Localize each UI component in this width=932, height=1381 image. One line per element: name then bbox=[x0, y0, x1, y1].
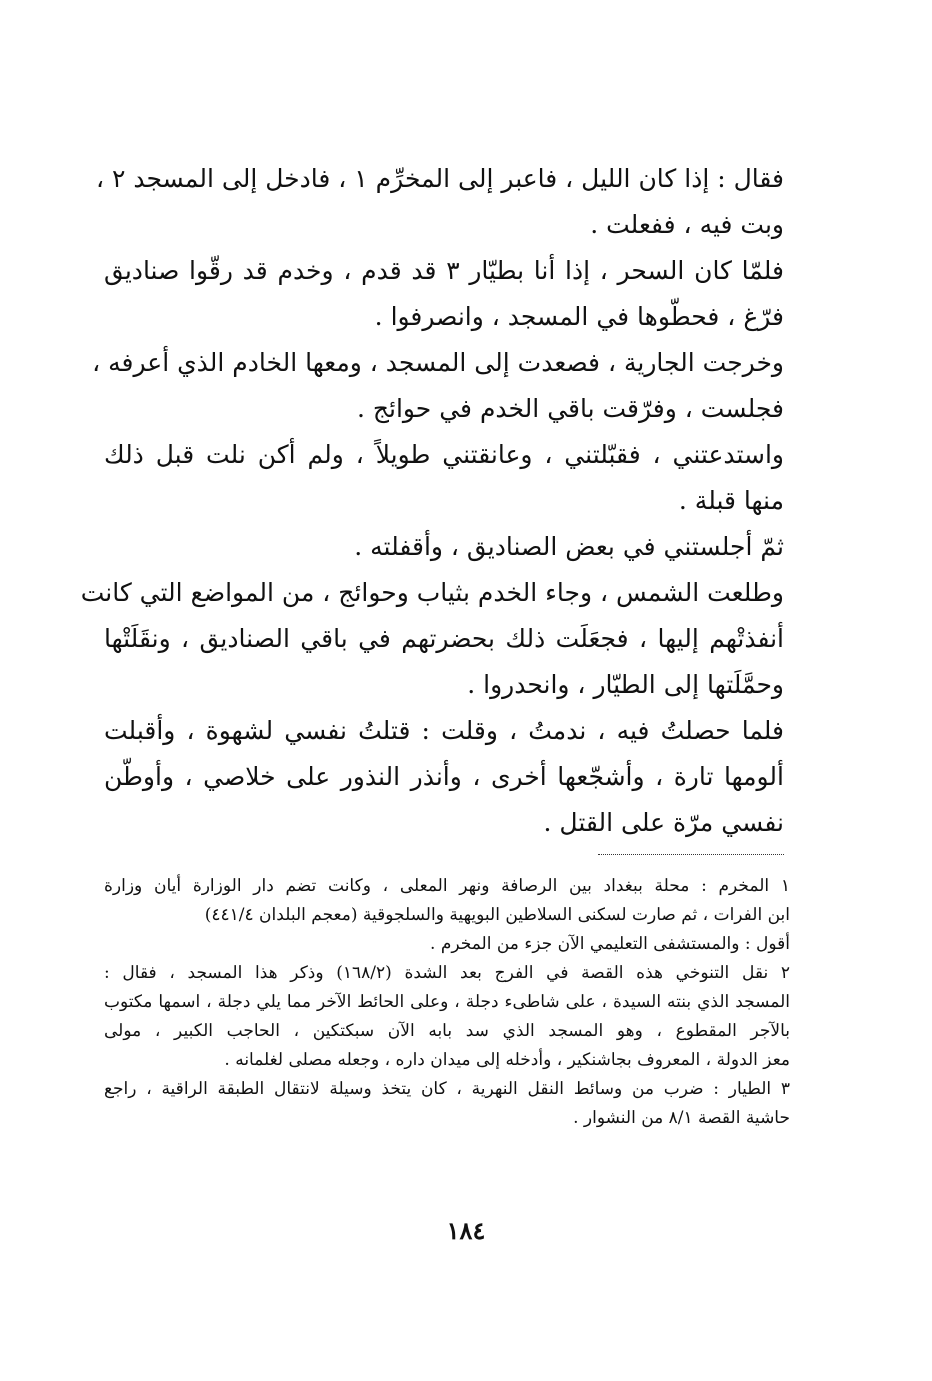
text-line: منها قبلة . bbox=[678, 486, 784, 515]
footnote-line: أقول : والمستشفى التعليمي الآن جزء من المخرم . bbox=[430, 934, 790, 954]
text-line: وخرجت الجارية ، فصعدت إلى المسجد ، ومعها الخادم الذي أعرفه ، bbox=[92, 348, 784, 377]
text-line: فجلست ، وفرّقت باقي الخدم في حوائج . bbox=[356, 394, 784, 423]
footnote-line: حاشية القصة ٨/١ من النشوار . bbox=[573, 1108, 790, 1128]
text-line: فلما حصلتُ فيه ، ندمتُ ، وقلت : قتلتُ نفسي لشهوة ، وأقبلت bbox=[104, 716, 784, 745]
page-number: ١٨٤ bbox=[446, 1216, 486, 1245]
footnote-line: ١ المخرم : محلة ببغداد بين الرصافة ونهر المعلى ، وكانت تضم دار الوزارة أيان وزارة bbox=[104, 876, 790, 896]
text-line: وبت فيه ، ففعلت . bbox=[590, 210, 784, 239]
text-line: ألومها تارة ، وأشجّعها أخرى ، وأنذر النذور على خلاصي ، وأوطّن bbox=[104, 762, 784, 791]
footnote-line: بالآجر المقطوع ، وهو المسجد الذي سد بابه الآن سبكتكين ، الحاجب الكبير ، مولى bbox=[104, 1021, 790, 1041]
text-line: ثمّ أجلستني في بعض الصناديق ، وأقفلته . bbox=[354, 532, 784, 561]
text-line: واستدعتني ، فقبّلتني ، وعانقتني طويلاً ، ولم أكن نلت قبل ذلك bbox=[104, 440, 784, 469]
text-line: وطلعت الشمس ، وجاء الخدم بثياب وحوائج ، من المواضع التي كانت bbox=[80, 578, 784, 607]
text-line: فقال : إذا كان الليل ، فاعبر إلى المخرِّم ١ ، فادخل إلى المسجد ٢ ، bbox=[95, 164, 784, 193]
text-line: أنفذتْهم إليها ، فجعَلَت ذلك بحضرتهم في باقي الصناديق ، ونقَلَتْها bbox=[104, 624, 784, 653]
text-line: نفسي مرّة على القتل . bbox=[543, 808, 784, 837]
footnote-line: ابن الفرات ، ثم صارت لسكنى السلاطين البويهية والسلجوقية (معجم البلدان ٤٤١/٤) bbox=[204, 905, 790, 925]
text-line: وحمَّلَتها إلى الطيّار ، وانحدروا . bbox=[467, 670, 784, 699]
footnote-line: ٣ الطيار : ضرب من وسائط النقل النهرية ، كان يتخذ وسيلة لانتقال الطبقة الراقية ، راجع bbox=[104, 1079, 790, 1099]
text-line: فلمّا كان السحر ، إذا أنا بطيّار ٣ قد قدم ، وخدم قد رقّوا صناديق bbox=[104, 256, 784, 285]
footnotes bbox=[104, 872, 790, 1133]
footnote-separator bbox=[598, 854, 784, 855]
footnote-line: معز الدولة ، المعروف بجاشنكير ، وأدخله إلى ميدان داره ، وجعله مصلى لغلمانه . bbox=[224, 1050, 790, 1070]
footnote-line: ٢ نقل التنوخي هذه القصة في الفرج بعد الشدة (١٦٨/٢) وذكر هذا المسجد ، فقال : bbox=[104, 963, 791, 983]
footnote-line: المسجد الذي بنته السيدة ، على شاطىء دجلة ، وعلى الحائط الآخر مما يلي دجلة ، اسمها مكتوب bbox=[104, 992, 790, 1012]
text-line: فرّغ ، فحطّوها في المسجد ، وانصرفوا . bbox=[374, 302, 784, 331]
main-text bbox=[80, 156, 784, 846]
